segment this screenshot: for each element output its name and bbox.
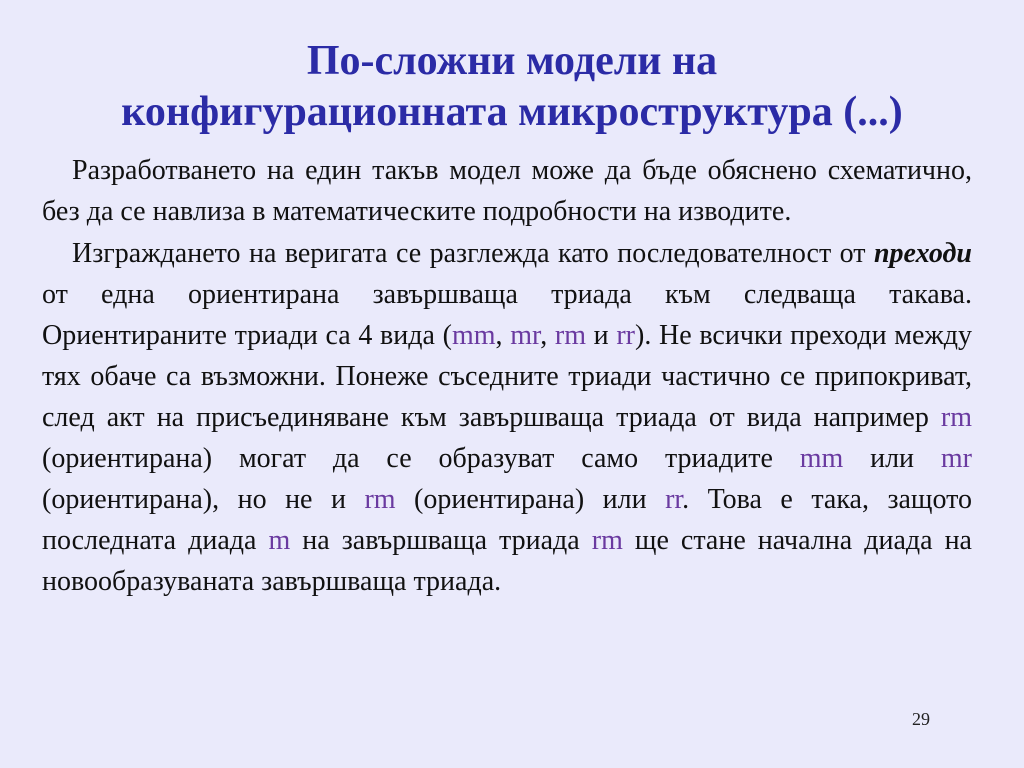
slide-title <box>0 36 1024 138</box>
paragraph-2-text: и <box>585 320 617 351</box>
triad-symbol: rr <box>665 484 683 515</box>
paragraph-1: Разработването на един такъв модел може да бъде обяснено схематично, без да се навлиза в математическите подробности на изводите. <box>42 155 972 227</box>
page-number: 29 <box>912 709 930 729</box>
paragraph-2-text: (ориентирана) могат да се образуват само триадите <box>42 443 800 474</box>
triad-symbol: mm <box>451 320 496 351</box>
paragraph-2-text: или <box>843 443 941 474</box>
paragraph-2-text: от една ориентирана завършваща триада към следваща такава. Ориентираните триади са 4 вида ( <box>42 279 972 351</box>
paragraph-2-text: ще стане начална диада на новообразуваната завършваща триада. <box>42 525 972 597</box>
triad-symbol: rm <box>554 320 586 351</box>
paragraph-2-text: на завършваща триада <box>290 525 592 556</box>
triad-symbol: mm <box>799 443 844 474</box>
paragraph-2-text: , <box>495 320 511 351</box>
paragraph-2-text: ). Не всички преходи между тях обаче са възможни. Понеже съседните триади частично се припокриват, след акт на присъединяване към завършваща триада от вида например <box>42 320 972 433</box>
paragraph-2 <box>42 233 972 602</box>
triad-symbol: mr <box>940 443 972 474</box>
paragraph-2-text: . Това е така, защото последната диада <box>42 484 972 556</box>
title-line-2: конфигурационната микроструктура (...) <box>121 89 903 135</box>
paragraph-2-text: (ориентирана), но не и <box>42 484 365 515</box>
paragraph-2-text: Изграждането на веригата се разглежда като последователност от <box>72 238 874 269</box>
triad-symbol: rr <box>616 320 635 351</box>
triad-symbol: rm <box>591 525 623 556</box>
diad-symbol: m <box>268 525 291 556</box>
triad-symbol: mr <box>510 320 541 351</box>
triad-symbol: rm <box>364 484 396 515</box>
slide-body <box>42 150 972 602</box>
title-line-1: По-сложни модели на <box>306 38 718 84</box>
paragraph-2-text: (ориентирана) или <box>395 484 666 515</box>
paragraph-2-text: , <box>540 320 555 351</box>
triad-symbol: rm <box>940 402 972 433</box>
emphasis-transitions: преходи <box>873 238 972 269</box>
